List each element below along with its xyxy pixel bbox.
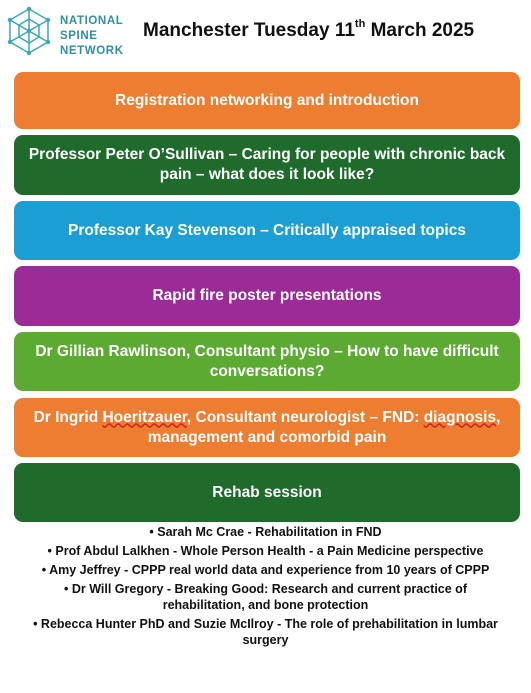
list-item: • Prof Abdul Lalkhen - Whole Person Health - a Pain Medicine perspective (47, 544, 484, 558)
session-text: Professor Kay Stevenson – Critically appraised topics (68, 221, 466, 239)
logo-line-3: NETWORK (60, 45, 124, 57)
session-text-part: , Consultant neurologist – FND: (186, 408, 424, 426)
session-text: Professor Peter O’Sullivan – Caring for people with chronic back pain – what does it look like? (28, 146, 506, 183)
session-rawlinson (14, 332, 520, 391)
session-text-part: , management and comorbid pain (147, 408, 501, 446)
rehab-session-list (0, 524, 531, 651)
session-text-part: diagnosis (423, 408, 497, 426)
list-item: • Dr Will Gregory - Breaking Good: Research and current practice of rehabilitation, and bone protection (64, 582, 467, 612)
logo-wordmark (60, 14, 124, 59)
title-superscript: th (354, 18, 366, 30)
session-stevenson (14, 201, 520, 260)
page-title (143, 20, 474, 42)
list-item: • Rebecca Hunter PhD and Suzie McIlroy - The role of prehabilitation in lumbar surgery (33, 617, 498, 647)
session-posters (14, 266, 520, 326)
session-text-part: Dr Ingrid (33, 408, 103, 426)
list-item: • Sarah Mc Crae - Rehabilitation in FND (149, 525, 382, 539)
session-rehab (14, 463, 520, 522)
logo (4, 6, 129, 56)
title-rest: March 2025 (365, 20, 475, 41)
session-osullivan (14, 135, 520, 195)
session-text: Rapid fire poster presentations (152, 287, 382, 304)
session-text: Registration networking and introduction (115, 91, 419, 109)
session-text: Rehab session (212, 483, 322, 501)
session-text: Dr Gillian Rawlinson, Consultant physio – How to have difficult conversations? (35, 342, 499, 380)
logo-line-2: SPINE (60, 30, 98, 42)
network-sphere-icon (4, 6, 54, 56)
title-main: Manchester Tuesday 11 (143, 20, 355, 41)
session-text (26, 408, 508, 448)
session-registration (14, 72, 520, 129)
list-item: • Amy Jeffrey - CPPP real world data and experience from 10 years of CPPP (41, 563, 490, 577)
logo-line-1: NATIONAL (60, 15, 124, 27)
session-text-part: Hoeritzauer (102, 408, 187, 426)
session-hoeritzauer (14, 398, 520, 457)
